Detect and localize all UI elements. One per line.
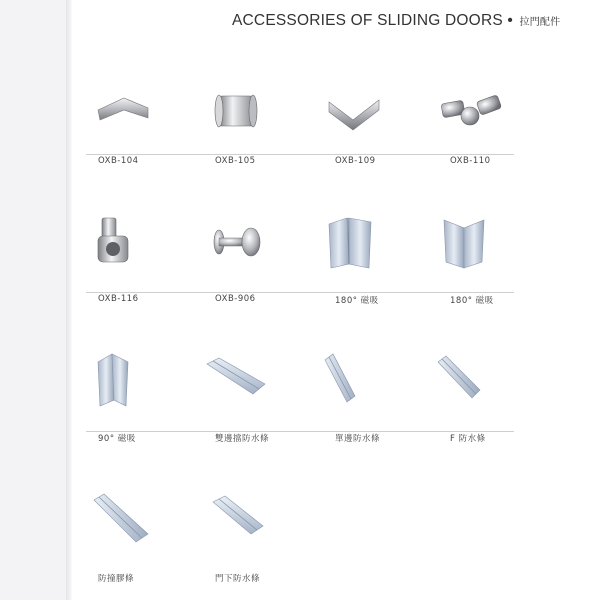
tube-connector-icon [203, 86, 273, 146]
angled-connector-icon [86, 86, 156, 146]
page-spine-shadow [66, 0, 72, 600]
page-title [232, 12, 560, 30]
row-divider [86, 292, 514, 293]
product-label: OXB-109 [335, 156, 376, 166]
double-seal-strip-icon [203, 350, 273, 410]
product-label: 雙邊擋防水條 [215, 434, 270, 444]
row-divider [86, 154, 514, 155]
magnetic-seal-180-icon [323, 212, 393, 272]
knob-icon [203, 212, 273, 272]
bottom-seal-strip-icon [203, 490, 273, 550]
v-connector-icon [323, 86, 393, 146]
magnetic-seal-90-icon [86, 350, 156, 410]
product-label: OXB-110 [450, 156, 491, 166]
bumper-strip-icon [86, 490, 156, 550]
product-label: 90° 磁吸 [98, 434, 136, 444]
product-label: OXB-906 [215, 294, 256, 304]
page-subtitle: 拉門配件 [519, 17, 561, 28]
product-label: OXB-105 [215, 156, 256, 166]
magnetic-seal-180-angle-icon [438, 212, 508, 272]
product-label: 防撞膠條 [98, 574, 135, 584]
ball-joint-connector-icon [438, 86, 508, 146]
product-label: 門下防水條 [215, 574, 261, 584]
product-label: 180° 磁吸 [450, 296, 494, 306]
single-seal-strip-icon [323, 350, 393, 410]
product-label: OXB-104 [98, 156, 139, 166]
clamp-connector-icon [86, 212, 156, 272]
product-label: OXB-116 [98, 294, 139, 304]
product-label: 單邊防水條 [335, 434, 381, 444]
product-label: 180° 磁吸 [335, 296, 379, 306]
f-seal-strip-icon [438, 350, 508, 410]
page-title-text: ACCESSORIES OF SLIDING DOORS [232, 12, 503, 29]
title-separator: • [502, 12, 518, 29]
page-spine [0, 0, 66, 600]
product-label: F 防水條 [450, 434, 486, 444]
